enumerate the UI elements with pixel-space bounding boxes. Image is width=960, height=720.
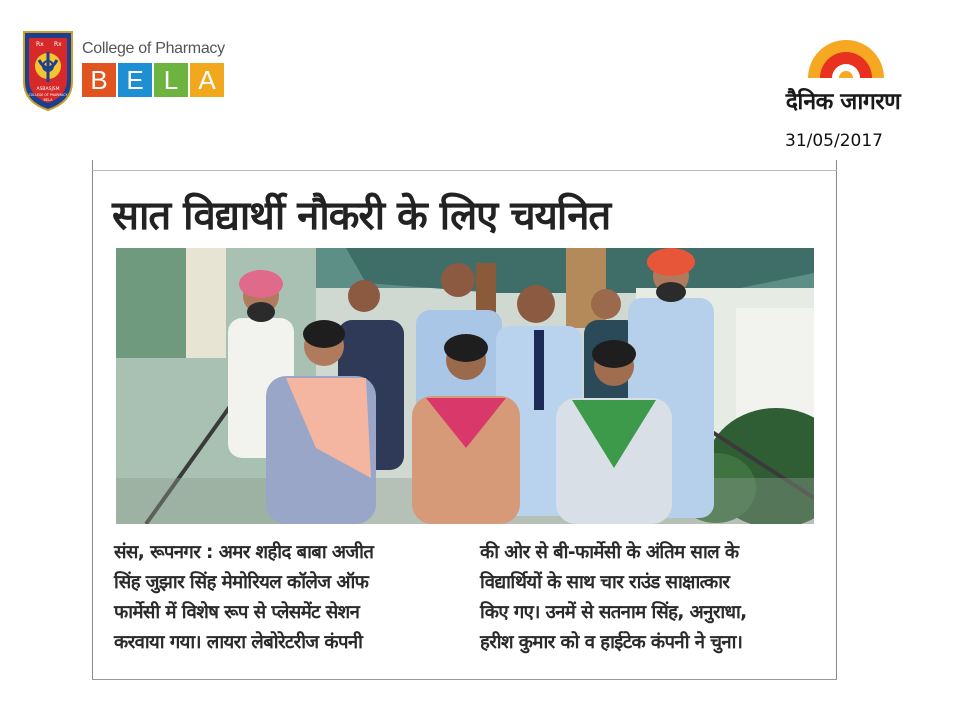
college-name: College of Pharmacy [82,40,225,57]
college-logo [20,30,240,114]
svg-text:Rx: Rx [36,41,44,48]
publication-date: 31/05/2017 [785,131,883,151]
article-line: की ओर से बी-फार्मेसी के अंतिम साल के [480,542,739,563]
article-column-right [480,538,820,658]
bela-letter-a: A [190,63,224,97]
article-column-left [114,538,454,658]
clipping-left-border [92,160,93,680]
clipping-bottom-border [92,679,837,680]
article-line: विद्यार्थियों के साथ चार राउंड साक्षात्कार [480,572,730,593]
bela-letters [82,63,224,97]
news-clipping [92,160,837,680]
college-emblem-icon [20,30,76,112]
newspaper-name: दैनिक जागरण [785,89,901,115]
clipping-top-border [92,170,837,171]
clipping-right-border [836,160,837,680]
svg-text:BELA: BELA [43,98,53,102]
article-line: फार्मेसी में विशेष रूप से प्लेसमेंट सेशन [114,602,360,623]
article-line: किए गए। उनमें से सतनाम सिंह, अनुराधा, [480,602,747,623]
article-line: संस, रूपनगर : अमर शहीद बाबा अजीत [114,542,374,563]
rising-sun-icon [806,34,886,80]
svg-text:COLLEGE OF PHARMACY: COLLEGE OF PHARMACY [28,93,68,97]
article-line: सिंह जुझार सिंह मेमोरियल कॉलेज ऑफ [114,572,369,593]
article-line: करवाया गया। लायरा लेबोरेटरीज कंपनी [114,632,363,653]
article-line: हरीश कुमार को व हाईटेक कंपनी ने चुना। [480,632,743,653]
bela-letter-l: L [154,63,188,97]
emblem-text-top: ASBASJSM [36,87,60,92]
svg-text:Rx: Rx [54,41,62,48]
bela-letter-e: E [118,63,152,97]
group-photo [116,248,814,524]
bela-letter-b: B [82,63,116,97]
article-headline: सात विद्यार्थी नौकरी के लिए चयनित [112,193,611,239]
newspaper-logo [768,34,928,124]
